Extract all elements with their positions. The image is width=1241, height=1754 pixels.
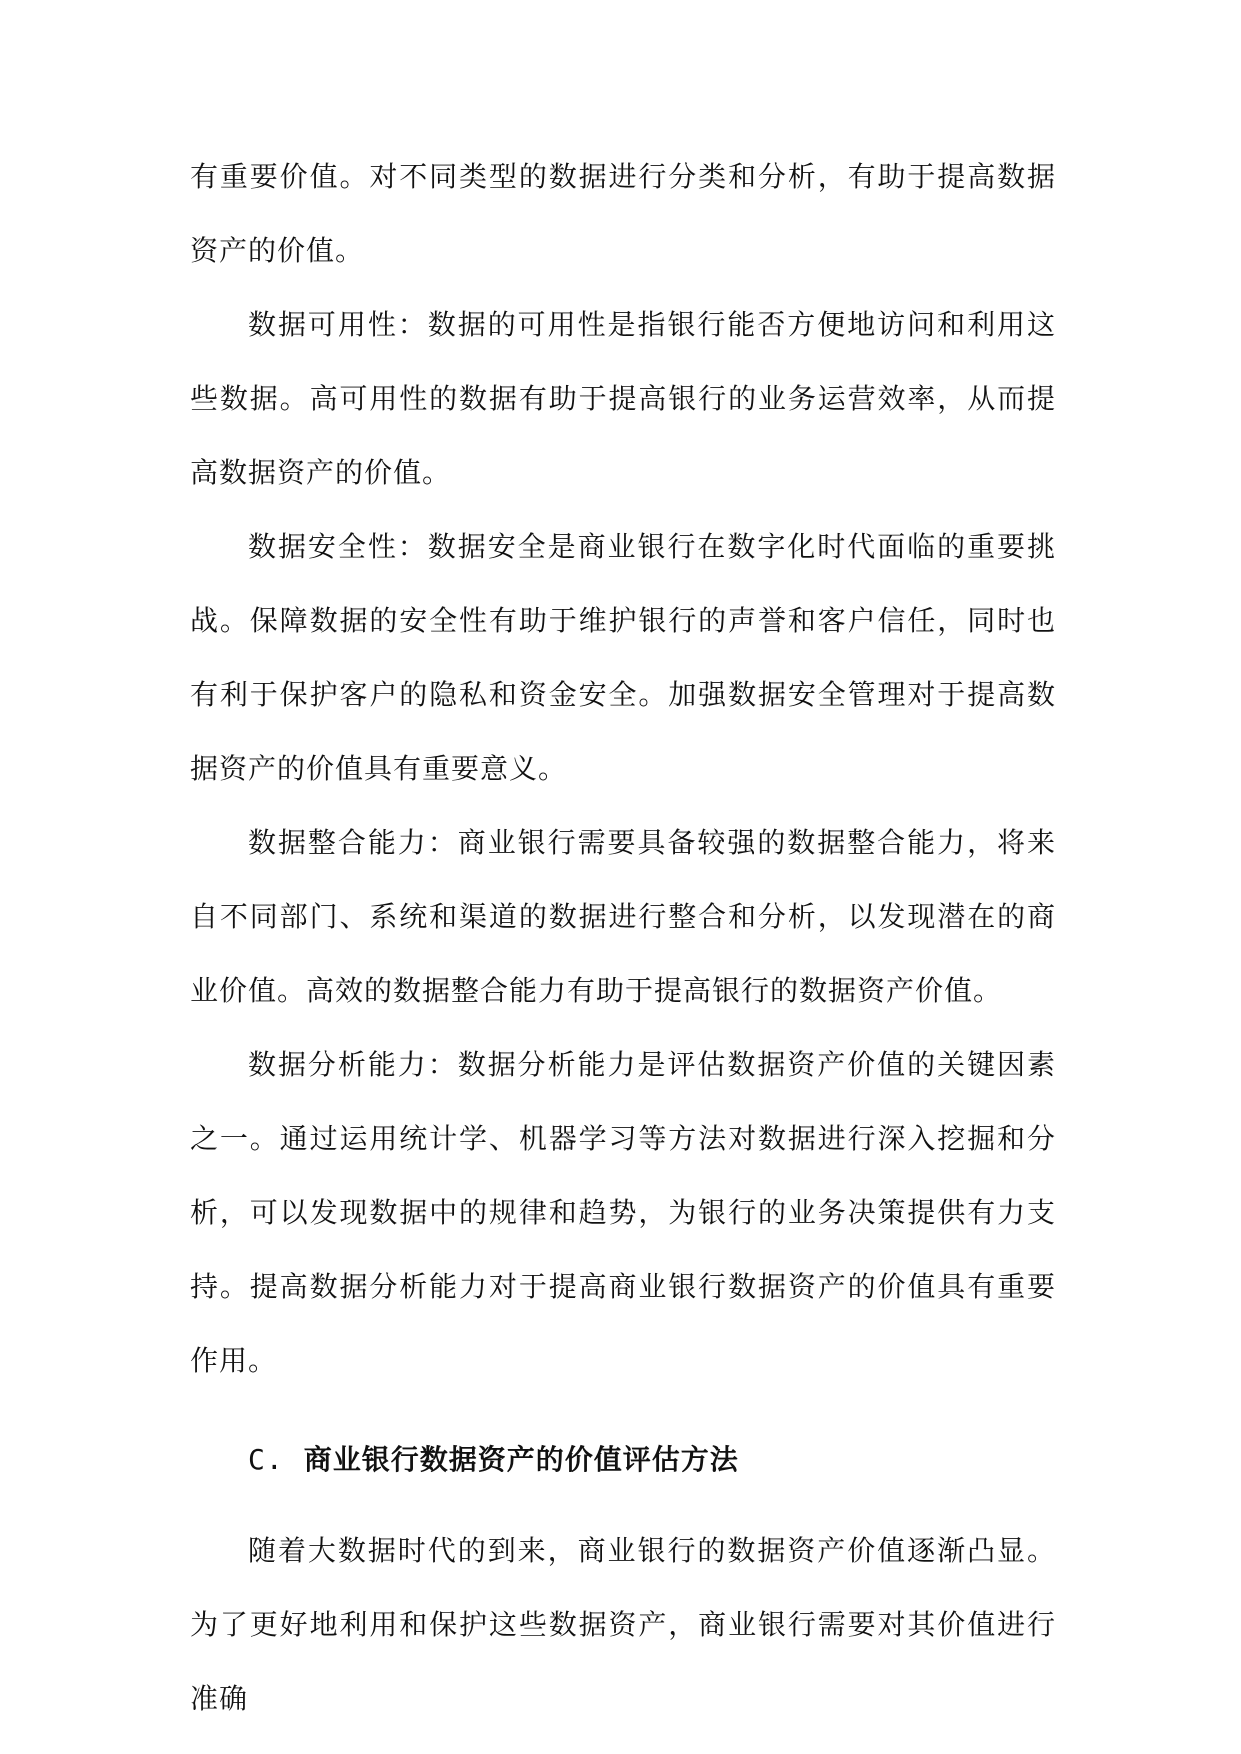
document-body: [190, 140, 1056, 1736]
paragraph-data-analysis: 数据分析能力：数据分析能力是评估数据资产价值的关键因素之一。通过运用统计学、机器学习等方法对数据进行深入挖掘和分析，可以发现数据中的规律和趋势，为银行的业务决策提供有力支持。提高数据分析能力对于提高商业银行数据资产的价值具有重要作用。: [190, 1048, 1056, 1377]
paragraph-data-security: 数据安全性：数据安全是商业银行在数字化时代面临的重要挑战。保障数据的安全性有助于维护银行的声誉和客户信任，同时也有利于保护客户的隐私和资金安全。加强数据安全管理对于提高数据资产的价值具有重要意义。: [190, 530, 1056, 785]
paragraph-data-availability: 数据可用性：数据的可用性是指银行能否方便地访问和利用这些数据。高可用性的数据有助于提高银行的业务运营效率，从而提高数据资产的价值。: [190, 308, 1056, 489]
section-heading-label: C.: [248, 1443, 284, 1476]
paragraph-continuation: 有重要价值。对不同类型的数据进行分类和分析，有助于提高数据资产的价值。: [190, 160, 1056, 267]
section-heading: [190, 1406, 1056, 1514]
paragraph-data-integration: 数据整合能力：商业银行需要具备较强的数据整合能力，将来自不同部门、系统和渠道的数据进行整合和分析，以发现潜在的商业价值。高效的数据整合能力有助于提高银行的数据资产价值。: [190, 826, 1056, 1007]
paragraph-valuation-intro: 随着大数据时代的到来，商业银行的数据资产价值逐渐凸显。为了更好地利用和保护这些数据资产，商业银行需要对其价值进行准确: [190, 1534, 1056, 1715]
section-heading-title: 商业银行数据资产的价值评估方法: [303, 1443, 739, 1476]
